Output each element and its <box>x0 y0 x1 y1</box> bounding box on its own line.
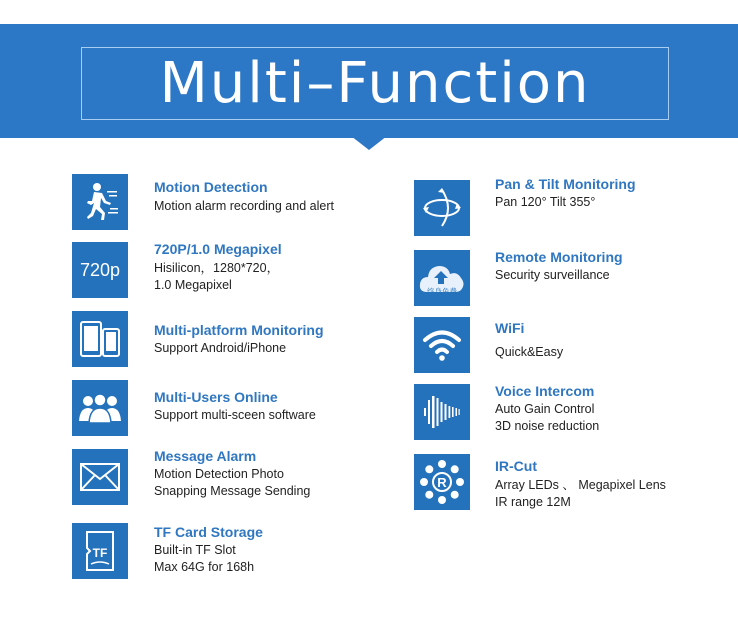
feature-description: Support multi-sceen software <box>154 408 316 422</box>
feature-description: Hisilicon，1280*720， 1.0 Megapixel <box>154 261 280 292</box>
feature-description: Auto Gain Control 3D noise reduction <box>495 402 600 433</box>
feature-title: Voice Intercom <box>495 383 595 399</box>
feature-description: Pan 120° Tilt 355° <box>495 195 596 209</box>
banner-pointer <box>351 136 387 150</box>
feature-title: Motion Detection <box>154 179 268 195</box>
feature-title: Remote Monitoring <box>495 249 623 265</box>
svg-text:终身免费: 终身免费 <box>427 287 457 296</box>
720p-icon: 720p <box>72 242 128 298</box>
feature-description: Motion Detection Photo Snapping Message Sending <box>154 467 311 498</box>
feature-description: Security surveillance <box>495 268 610 282</box>
feature-title: 720P/1.0 Megapixel <box>154 241 282 257</box>
svg-text:R: R <box>437 475 447 490</box>
sound-wave-icon <box>414 384 470 440</box>
feature-description: Built-in TF Slot Max 64G for 168h <box>154 543 255 574</box>
tf-card-icon <box>72 523 128 579</box>
feature-title: Pan & Tilt Monitoring <box>495 176 636 192</box>
feature-title: Message Alarm <box>154 448 257 464</box>
wifi-icon <box>414 317 470 373</box>
title-frame <box>81 47 669 120</box>
users-icon <box>72 380 128 436</box>
feature-title: WiFi <box>495 320 525 336</box>
ir-led-array-icon <box>414 454 470 510</box>
pan-tilt-arrows-icon <box>414 180 470 236</box>
feature-description: Support Android/iPhone <box>154 341 287 355</box>
running-person-icon <box>72 174 128 230</box>
svg-text:TF: TF <box>92 546 108 560</box>
feature-title: Multi-Users Online <box>154 389 278 405</box>
feature-title: Multi-platform Monitoring <box>154 322 324 338</box>
feature-description: Motion alarm recording and alert <box>154 199 334 213</box>
feature-description: Array LEDs 、 Megapixel Lens IR range 12M <box>495 478 666 509</box>
envelope-icon <box>72 449 128 505</box>
devices-icon <box>72 311 128 367</box>
feature-description: Quick&Easy <box>495 345 564 359</box>
feature-title: TF Card Storage <box>154 524 263 540</box>
page-title: Multi–Function <box>159 50 591 116</box>
feature-title: IR-Cut <box>495 458 537 474</box>
cloud-upload-icon <box>414 250 470 306</box>
